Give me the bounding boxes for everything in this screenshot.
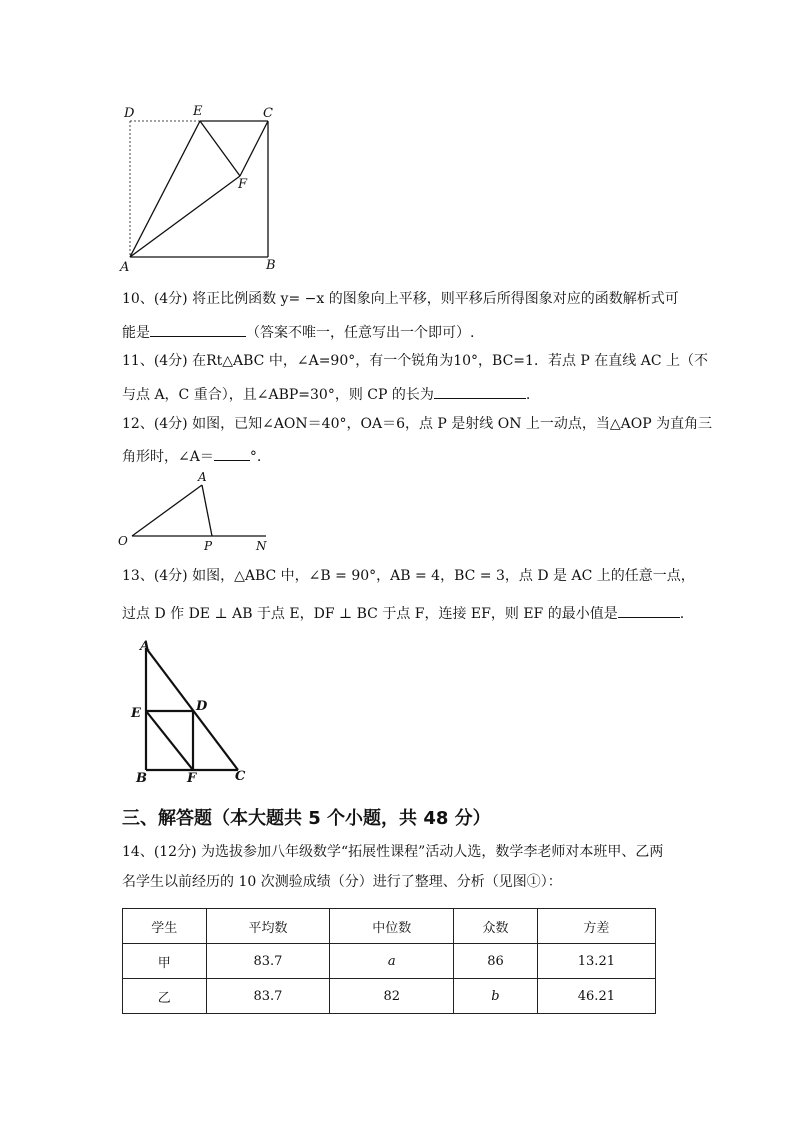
label-E: E (193, 104, 203, 119)
square-fold-figure (118, 100, 283, 278)
header-mode: 众数 (454, 909, 538, 944)
q14-line1: 14、(12分) 为选拔参加八年级数学“拓展性课程”活动人选，数学李老师对本班甲、乙两 (122, 844, 664, 860)
cell-mode: 86 (454, 944, 538, 979)
label-D: D (196, 699, 208, 714)
q12-line1: 12、(4分) 如图，已知∠AON＝40°，OA＝6，点 P 是射线 ON 上一动点，当△AOP 为直角三 (122, 416, 713, 432)
q12-prefix: 角形时，∠A＝ (122, 449, 214, 465)
cell-student: 甲 (123, 944, 207, 979)
cell-student: 乙 (123, 979, 207, 1014)
cell-mean: 83.7 (206, 944, 330, 979)
header-variance: 方差 (537, 909, 655, 944)
label-A: A (140, 639, 151, 654)
q13-answer-blank[interactable] (618, 603, 680, 618)
edge-FC (240, 121, 268, 176)
header-mean: 平均数 (206, 909, 330, 944)
label-N: N (256, 539, 267, 553)
label-E: E (131, 706, 141, 721)
q12-line2 (122, 446, 261, 466)
q11-prefix: 与点 A，C 重合），且∠ABP=30°，则 CP 的长为 (122, 387, 434, 403)
q13-prefix: 过点 D 作 DE ⊥ AB 于点 E，DF ⊥ BC 于点 F，连接 EF，则 EF 的最小值是 (122, 606, 618, 622)
label-A: A (198, 470, 207, 484)
q11-line1: 11、(4分) 在Rt△ABC 中，∠A=90°，有一个锐角为10°，BC=1．若点 P 在直线 AC 上（不 (122, 353, 708, 369)
label-D: D (124, 106, 135, 121)
q10-line1: 10、(4分) 将正比例函数 y= −x 的图象向上平移，则平移后所得图象对应的函数解析式可 (122, 291, 679, 307)
header-median: 中位数 (330, 909, 454, 944)
label-C: C (263, 106, 273, 121)
label-F: F (238, 177, 248, 192)
cell-mean: 83.7 (206, 979, 330, 1014)
cell-variance: 46.21 (537, 979, 655, 1014)
table-header-row (123, 909, 656, 944)
label-P: P (204, 539, 213, 553)
label-O: O (118, 534, 128, 548)
edge-AF (130, 176, 240, 257)
segment-AP (202, 485, 212, 536)
label-C: C (235, 769, 246, 784)
cell-variance: 13.21 (537, 944, 655, 979)
q11-suffix: . (525, 387, 531, 403)
q10-suffix: （答案不唯一，任意写出一个即可）. (246, 325, 475, 341)
cell-mode: b (454, 979, 538, 1014)
cell-median: 82 (330, 979, 454, 1014)
segment-OA (132, 485, 202, 536)
label-B: B (136, 771, 147, 784)
q12-suffix: °. (249, 449, 262, 465)
q10-line2 (122, 322, 474, 342)
label-F: F (187, 771, 197, 784)
header-student: 学生 (123, 909, 207, 944)
q13-suffix: . (679, 606, 685, 622)
q11-answer-blank[interactable] (434, 384, 526, 399)
table-row (123, 944, 656, 979)
q12-answer-blank[interactable] (214, 446, 250, 461)
edge-AE (130, 121, 200, 257)
label-B: B (266, 258, 276, 273)
label-A: A (120, 260, 130, 275)
triangle-rect-figure (126, 636, 256, 784)
q13-line1: 13、(4分) 如图，△ABC 中，∠B = 90°，AB = 4，BC = 3，点 D 是 AC 上的任意一点， (122, 568, 695, 584)
score-stats-table (122, 908, 656, 1014)
section-3-heading: 三、解答题（本大题共 5 个小题，共 48 分） (122, 808, 491, 829)
q13-line2 (122, 603, 684, 623)
q14-line2: 名学生以前经历的 10 次测验成绩（分）进行了整理、分析（见图①）： (122, 874, 562, 890)
q10-answer-blank[interactable] (150, 322, 246, 337)
q11-line2 (122, 384, 530, 404)
angle-aon-figure (116, 468, 276, 554)
edge-EF (200, 121, 240, 176)
segment-EF (146, 711, 193, 770)
q10-prefix: 能是 (122, 325, 150, 341)
table-row (123, 979, 656, 1014)
cell-median: a (330, 944, 454, 979)
